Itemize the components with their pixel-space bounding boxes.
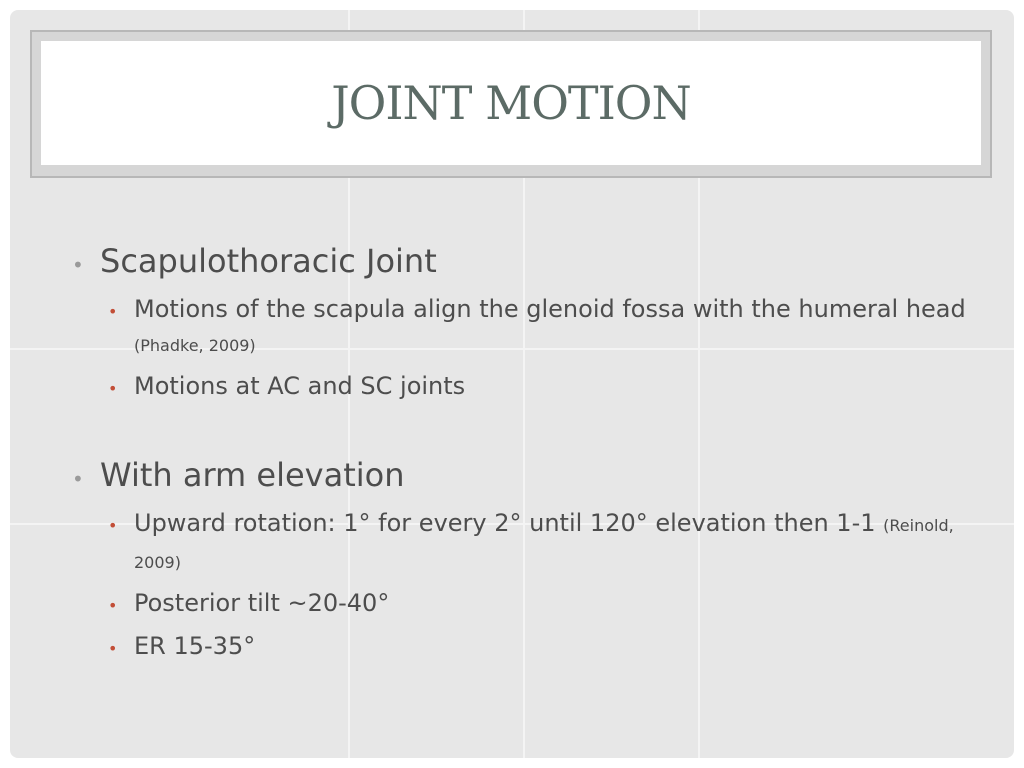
slide-title: JOINT MOTION (331, 76, 691, 130)
sub-bullet-icon: • (108, 379, 118, 398)
sub-bullet (108, 506, 992, 580)
bullet-heading-text: Scapulothoracic Joint (100, 242, 437, 280)
sub-bullet-icon: • (108, 516, 118, 535)
sub-bullet-text (134, 369, 992, 403)
sub-bullet (108, 629, 992, 666)
sub-bullet (108, 369, 992, 406)
bullet-heading-text: With arm elevation (100, 456, 405, 494)
sub-bullet-icon: • (108, 639, 118, 658)
bullet-section (72, 242, 992, 406)
slide (10, 10, 1014, 758)
sub-bullet-label: Posterior tilt ~20-40° (134, 589, 390, 617)
sub-bullet-label: Upward rotation: 1° for every 2° until 120° elevation then 1-1 (134, 509, 884, 537)
sub-bullet-icon: • (108, 596, 118, 615)
sub-bullet-icon: • (108, 302, 118, 321)
sub-bullet (108, 292, 992, 363)
sub-bullet-text (134, 629, 992, 663)
citation: (Phadke, 2009) (134, 336, 256, 355)
sub-bullet-label: Motions at AC and SC joints (134, 372, 466, 400)
citation: (Reinold, 2009) (134, 516, 954, 572)
bullet-heading (72, 242, 992, 284)
bullet-icon: • (72, 467, 84, 491)
sub-bullet (108, 586, 992, 623)
slide-content (10, 10, 1014, 758)
bullet-icon: • (72, 253, 84, 277)
bullet-section (72, 456, 992, 666)
sub-bullet-text (134, 292, 992, 363)
sub-bullet-label: ER 15-35° (134, 632, 256, 660)
bullet-heading (72, 456, 992, 498)
sub-bullet-text (134, 586, 992, 620)
sub-bullet-label: Motions of the scapula align the glenoid fossa with the humeral head (134, 295, 966, 323)
sub-bullet-text (134, 506, 992, 580)
